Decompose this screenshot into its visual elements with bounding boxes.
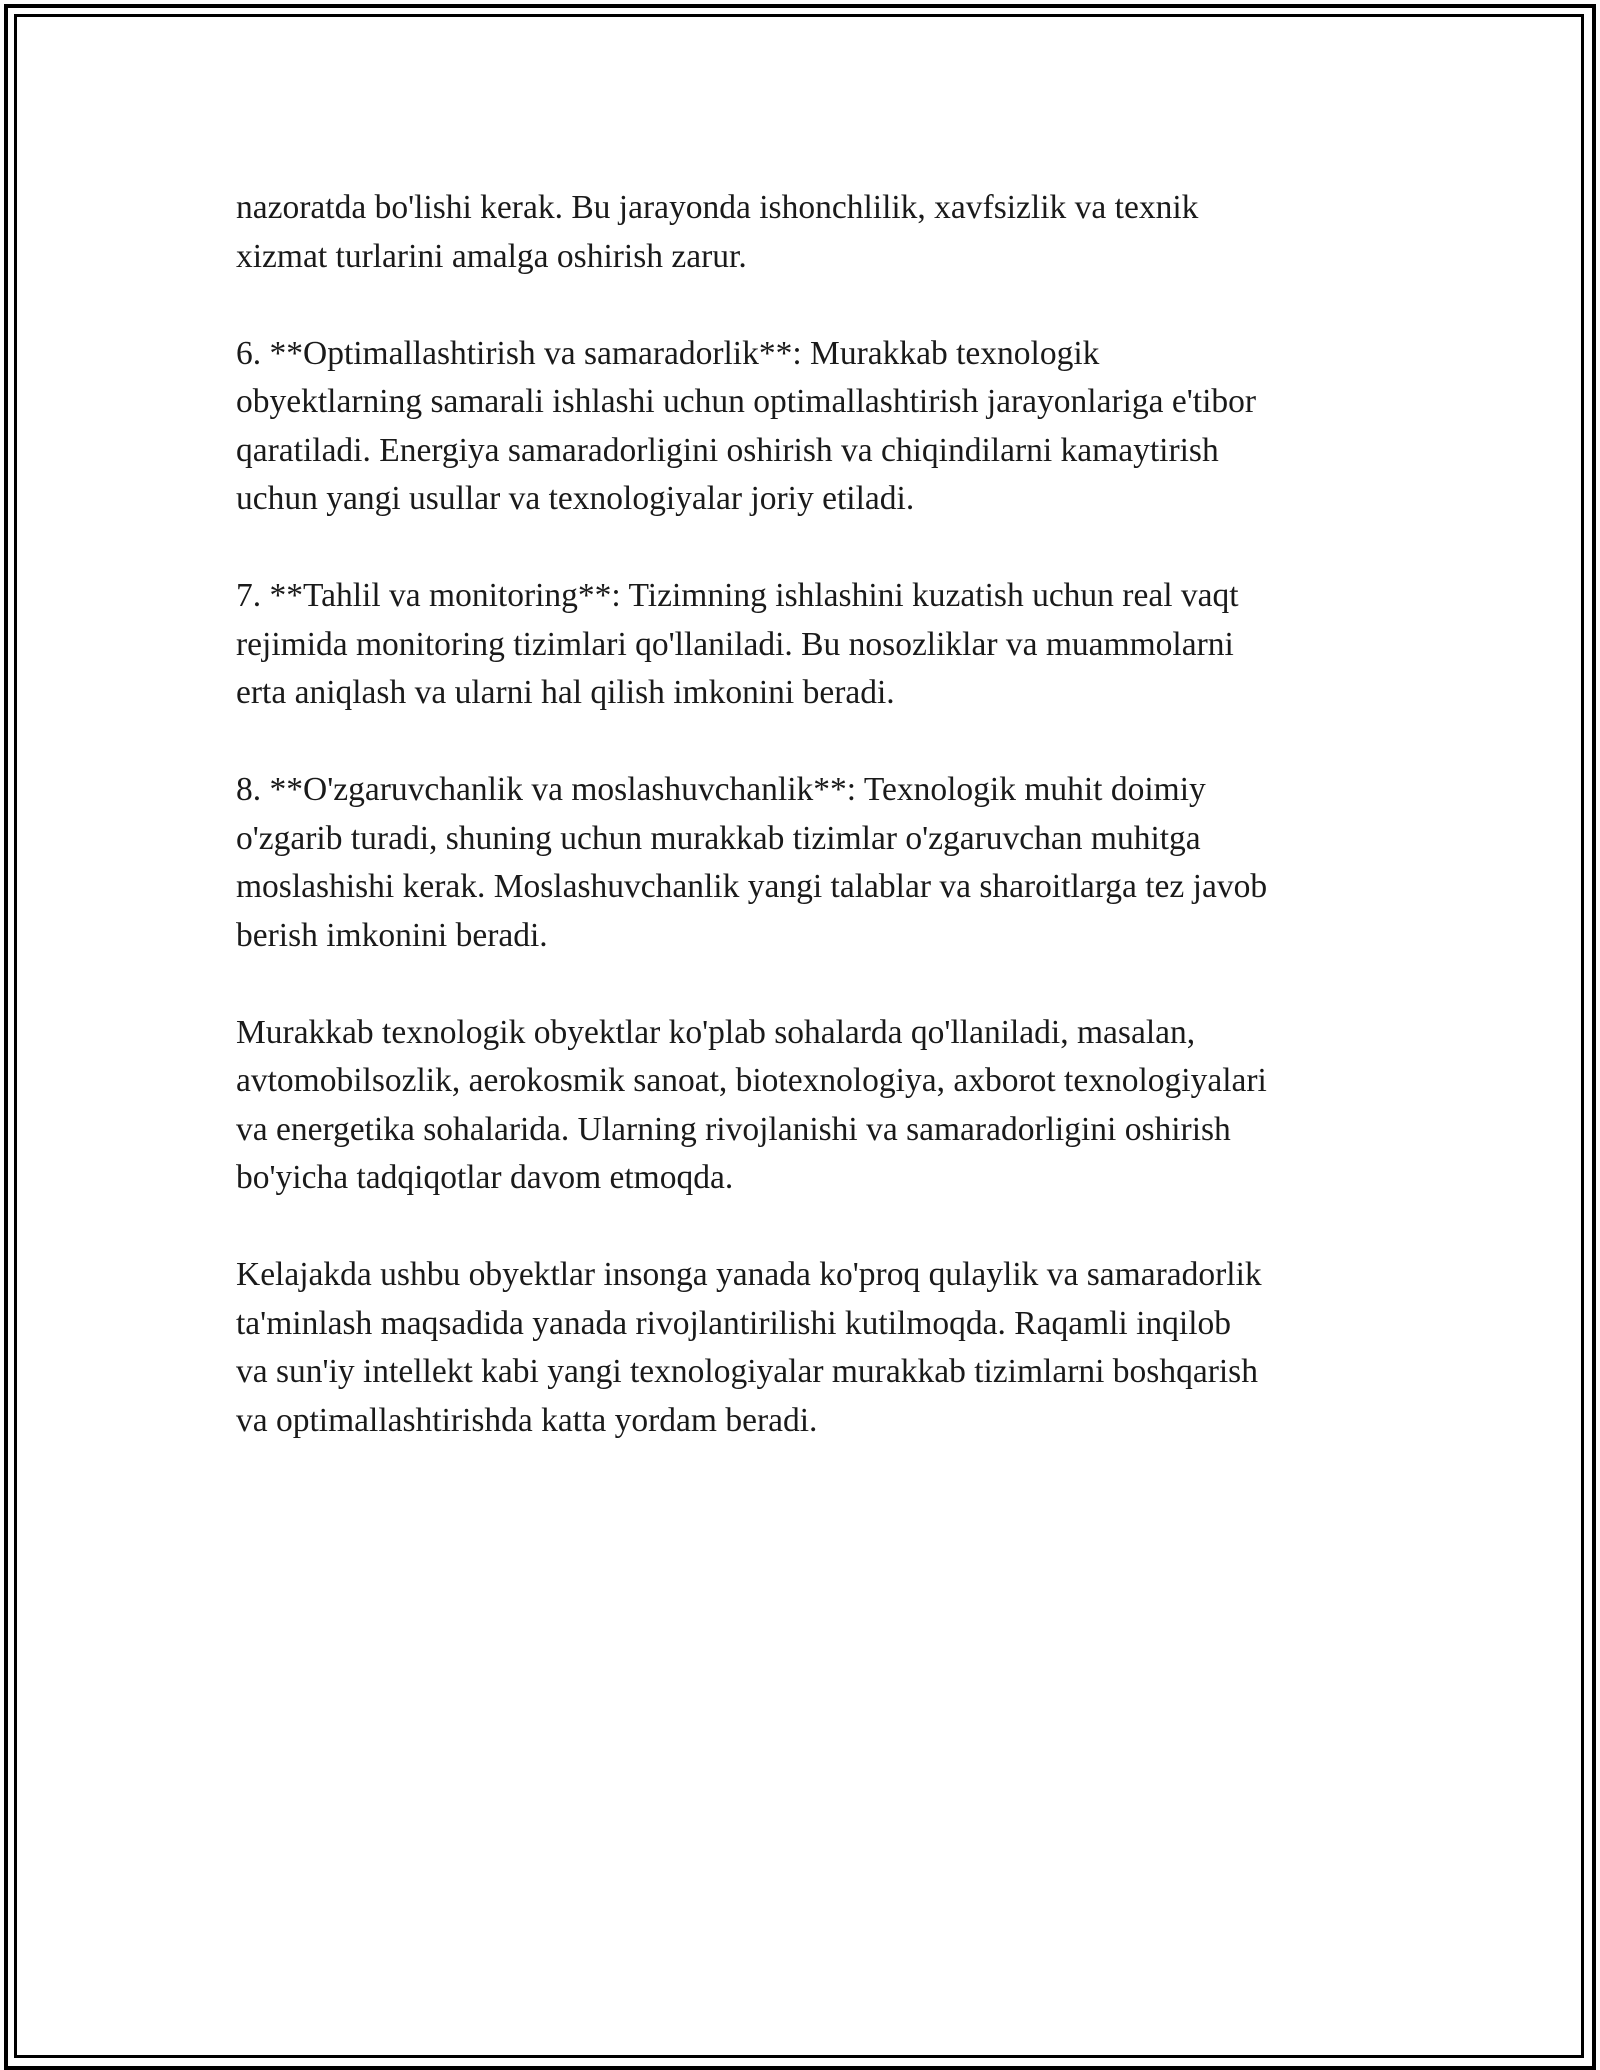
text-line: obyektlarning samarali ishlashi uchun optimallashtirish jarayonlariga e'tibor — [236, 383, 1257, 420]
text-line: bo'yicha tadqiqotlar davom etmoqda. — [236, 1159, 734, 1196]
text-line: avtomobilsozlik, aerokosmik sanoat, biotexnologiya, axborot texnologiyalari — [236, 1062, 1267, 1099]
text-line: qaratiladi. Energiya samaradorligini oshirish va chiqindilarni kamaytirish — [236, 431, 1219, 469]
text-line: va energetika sohalarida. Ularning rivojlanishi va samaradorligini oshirish — [236, 1110, 1231, 1148]
text-line: nazoratda bo'lishi kerak. Bu jarayonda ishonchlilik, xavfsizlik va texnik — [236, 189, 1199, 226]
text-line: 6. **Optimallashtirish va samaradorlik**: Murakkab texnologik — [236, 334, 1100, 372]
text-line: uchun yangi usullar va texnologiyalar joriy etiladi. — [236, 480, 915, 517]
text-line: xizmat turlarini amalga oshirish zarur. — [236, 237, 747, 275]
text-line: o'zgarib turadi, shuning uchun murakkab tizimlar o'zgaruvchan muhitga — [236, 819, 1201, 857]
text-line: berish imkonini beradi. — [236, 916, 548, 954]
text-line: Kelajakda ushbu obyektlar insonga yanada ko'proq qulaylik va samaradorlik — [236, 1256, 1262, 1293]
paragraph-applications — [236, 1009, 1376, 1203]
paragraph-continuation — [236, 184, 1376, 281]
text-line: va optimallashtirishda katta yordam beradi. — [236, 1401, 818, 1439]
paragraph-item-8-adaptability — [236, 766, 1376, 960]
paragraph-item-6-optimization — [236, 330, 1376, 524]
paragraph-future — [236, 1251, 1376, 1445]
text-line: Murakkab texnologik obyektlar ko'plab sohalarda qo'llaniladi, masalan, — [236, 1013, 1196, 1051]
text-line: rejimida monitoring tizimlari qo'llaniladi. Bu nosozliklar va muammolarni — [236, 625, 1234, 663]
text-line: ta'minlash maqsadida yanada rivojlantirilishi kutilmoqda. Raqamli inqilob — [236, 1304, 1232, 1342]
text-line: erta aniqlash va ularni hal qilish imkonini beradi. — [236, 674, 895, 711]
text-line: 7. **Tahlil va monitoring**: Tizimning ishlashini kuzatish uchun real vaqt — [236, 577, 1239, 614]
text-line: 8. **O'zgaruvchanlik va moslashuvchanlik**: Texnologik muhit doimiy — [236, 771, 1206, 808]
text-line: va sun'iy intellekt kabi yangi texnologiyalar murakkab tizimlarni boshqarish — [236, 1353, 1258, 1390]
document-body — [236, 184, 1376, 1494]
paragraph-item-7-monitoring — [236, 572, 1376, 718]
text-line: moslashishi kerak. Moslashuvchanlik yangi talablar va sharoitlarga tez javob — [236, 868, 1268, 905]
